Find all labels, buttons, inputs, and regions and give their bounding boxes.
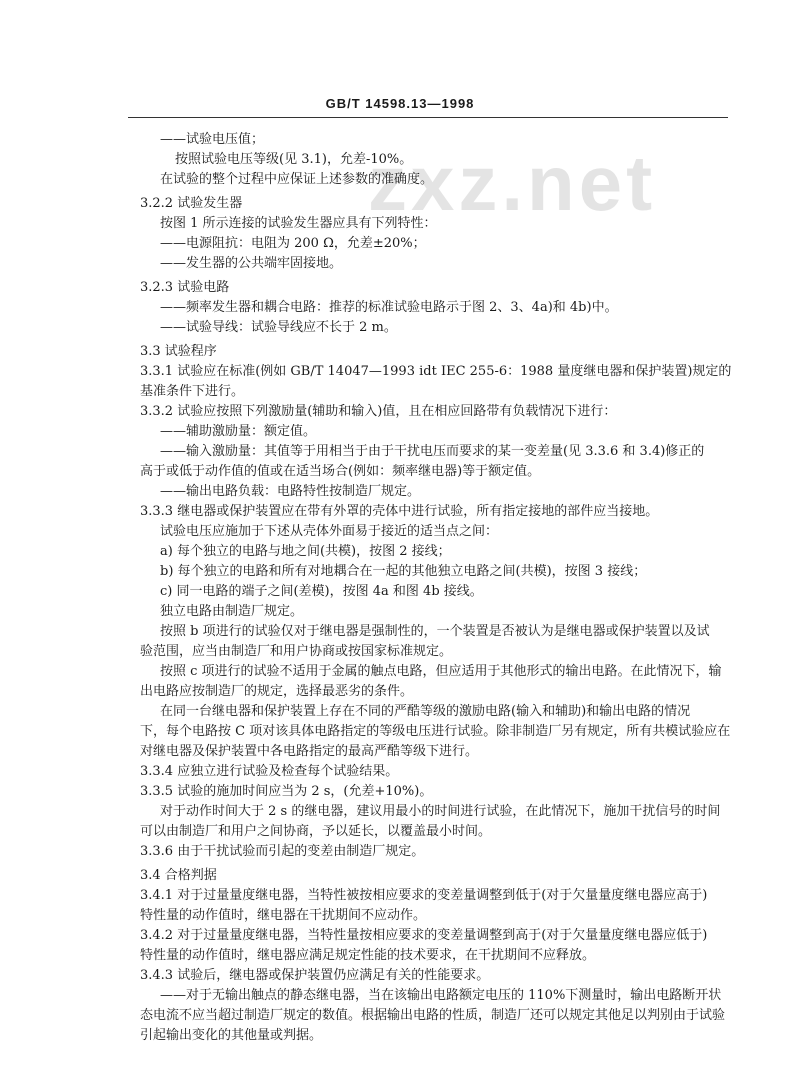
header-rule	[128, 117, 728, 118]
text-line: ——试验导线：试验导线应不长于 2 m。	[160, 320, 397, 335]
text-line: 可以由制造厂和用户之间协商，予以延长，以覆盖最小时间。	[140, 824, 492, 839]
section-line: 3.4.3 试验后，继电器或保护装置仍应满足有关的性能要求。	[140, 968, 490, 983]
text-line: 对于动作时间大于 2 s 的继电器，建议用最小的时间进行试验，在此情况下，施加干扰信号的时间	[160, 804, 721, 819]
section-line: 3.3.5 试验的施加时间应当为 2 s，(允差+10%)。	[140, 784, 433, 799]
section-line: 3.3.4 应独立进行试验及检查每个试验结果。	[140, 764, 399, 779]
section-line: 3.3.1 试验应在标准(例如 GB/T 14047—1993 idt IEC 255-6：1988 量度继电器和保护装置)规定的	[140, 364, 732, 379]
text-line: 态电流不应当超过制造厂规定的数值。根据输出电路的性质，制造厂还可以规定其他足以判别由于试验	[140, 1008, 726, 1023]
text-line: 按照 c 项进行的试验不适用于金属的触点电路，但应适用于其他形式的输出电路。在此情况下，输	[160, 664, 722, 679]
section-line: 3.2.2 试验发生器	[140, 196, 243, 211]
text-line: b) 每个独立的电路和所有对地耦合在一起的其他独立电路之间(共模)，按图 3 接线；	[160, 564, 647, 579]
section-line: 3.4 合格判据	[140, 868, 217, 883]
text-line: ——电源阻抗：电阻为 200 Ω，允差±20%；	[160, 236, 426, 251]
text-line: 引起输出变化的其他量或判据。	[140, 1028, 323, 1043]
text-line: ——频率发生器和耦合电路：推荐的标准试验电路示于图 2、3、4a)和 4b)中。	[160, 300, 618, 315]
section-line: 3.4.1 对于过量量度继电器，当特性被按相应要求的变差量调整到低于(对于欠量量度继电器应高于)	[140, 888, 708, 903]
section-line: 3.3.2 试验应按照下列激励量(辅助和输入)值，且在相应回路带有负载情况下进行：	[140, 404, 617, 419]
text-line: ——输出电路负载：电路特性按制造厂规定。	[160, 484, 421, 499]
section-line: 3.2.3 试验电路	[140, 280, 230, 295]
text-line: 按照 b 项进行的试验仅对于继电器是强制性的，一个装置是否被认为是继电器或保护装置以及试	[160, 624, 710, 639]
text-line: 对继电器及保护装置中各电路指定的最高严酷等级下进行。	[140, 744, 479, 759]
section-line: 3.4.2 对于过量量度继电器，当特性量按相应要求的变差量调整到高于(对于欠量量度继电器应低于)	[140, 928, 708, 943]
standard-code-header: GB/T 14598.13—1998	[325, 96, 475, 111]
text-line: 按图 1 所示连接的试验发生器应具有下列特性：	[160, 216, 437, 231]
text-line: 高于或低于动作值的值或在适当场合(例如：频率继电器)等于额定值。	[140, 464, 541, 479]
text-line: 验范围，应当由制造厂和用户协商或按国家标准规定。	[140, 644, 453, 659]
text-line: ——输入激励量：其值等于用相当于由于干扰电压而要求的某一变差量(见 3.3.6 和 3.4)修正的	[160, 444, 705, 459]
section-line: 3.3.3 继电器或保护装置应在带有外罩的壳体中进行试验，所有指定接地的部件应当接地。	[140, 504, 659, 519]
text-line: 在试验的整个过程中应保证上述参数的准确度。	[160, 172, 434, 187]
text-line: 出电路应按制造厂的规定，选择最恶劣的条件。	[140, 684, 414, 699]
text-line: ——发生器的公共端牢固接地。	[160, 256, 343, 271]
text-line: c) 同一电路的端子之间(差模)，按图 4a 和图 4b 接线。	[160, 584, 483, 599]
text-line: 在同一台继电器和保护装置上存在不同的严酷等级的激励电路(输入和辅助)和输出电路的情况	[160, 704, 691, 719]
text-line: ——辅助激励量：额定值。	[160, 424, 317, 439]
text-line: 特性量的动作值时，继电器应满足规定性能的技术要求，在干扰期间不应释放。	[140, 948, 596, 963]
text-line: 下，每个电路按 C 项对该具体电路指定的等级电压进行试验。除非制造厂另有规定，所有共模试验应在	[140, 724, 731, 739]
section-line: 3.3.6 由于干扰试验而引起的变差由制造厂规定。	[140, 844, 425, 859]
text-line: 基准条件下进行。	[140, 384, 245, 399]
text-line: a) 每个独立的电路与地之间(共模)，按图 2 接线；	[160, 544, 451, 559]
document-body	[0, 130, 800, 1046]
text-line: 试验电压应施加于下述从壳体外面易于接近的适当点之间：	[160, 524, 499, 539]
text-line: ——试验电压值；	[160, 132, 265, 147]
watermark: zxz.net	[368, 139, 657, 227]
text-line: 特性量的动作值时，继电器在干扰期间不应动作。	[140, 908, 427, 923]
text-line: ——对于无输出触点的静态继电器，当在该输出电路额定电压的 110%下测量时，输出电路断开状	[160, 988, 722, 1003]
section-line: 3.3 试验程序	[140, 344, 217, 359]
text-line: 按照试验电压等级(见 3.1)，允差-10%。	[175, 152, 413, 167]
text-line: 独立电路由制造厂规定。	[160, 604, 304, 619]
